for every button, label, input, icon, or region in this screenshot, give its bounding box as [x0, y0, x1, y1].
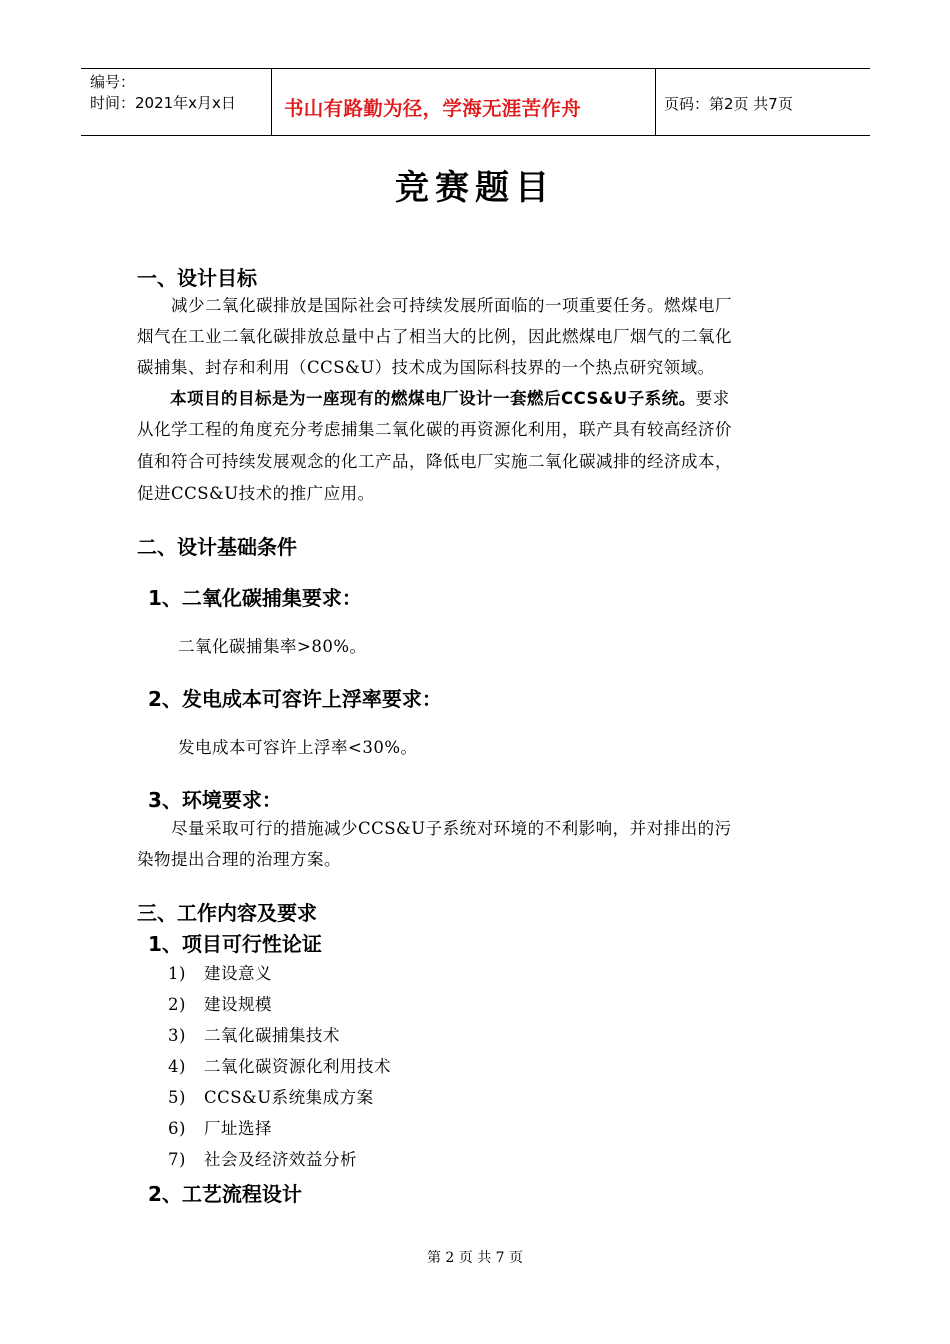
page-footer: 第 2 页 共 7 页 — [426, 1250, 524, 1266]
list-item-text: 厂址选择 — [204, 1119, 272, 1138]
list-item — [168, 1053, 391, 1077]
list-item-text: 建设规模 — [204, 995, 272, 1014]
list-item — [168, 1022, 340, 1046]
section1-para2-line2: 从化学工程的角度充分考虑捕集二氧化碳的再资源化利用，联产具有较高经济价 — [137, 420, 732, 439]
section1-para2-line4: 促进CCS&U技术的推广应用。 — [137, 484, 375, 503]
header-divider-right — [655, 68, 656, 135]
header-serial: 编号： — [90, 73, 136, 91]
section2-sub3-line1: 尽量采取可行的措施减少CCS&U子系统对环境的不利影响，并对排出的污 — [137, 819, 732, 838]
header-motto: 书山有路勤为径，学海无涯苦作舟 — [284, 97, 582, 120]
header-divider-left — [271, 68, 272, 135]
header-info — [90, 72, 236, 114]
list-item — [168, 991, 272, 1015]
section2-heading: 二、设计基础条件 — [137, 535, 297, 559]
header-time: 时间：2021年x月x日 — [90, 94, 236, 112]
list-item — [168, 1084, 374, 1108]
list-item-text: 二氧化碳资源化利用技术 — [204, 1057, 391, 1076]
section2-sub2: 2、发电成本可容许上浮率要求： — [148, 687, 442, 711]
section1-heading: 一、设计目标 — [137, 266, 257, 290]
header-page-number: 页码：第2页 共7页 — [664, 95, 793, 113]
list-item-text: CCS&U系统集成方案 — [204, 1088, 374, 1107]
list-item — [168, 1146, 357, 1170]
section1-para1-line2: 烟气在工业二氧化碳排放总量中占了相当大的比例，因此燃煤电厂烟气的二氧化 — [137, 327, 732, 346]
section1-para1-line1: 减少二氧化碳排放是国际社会可持续发展所面临的一项重要任务。燃煤电厂 — [137, 296, 732, 315]
list-item-number: 4) — [168, 1057, 186, 1076]
section1-para2-tail: 要求 — [695, 389, 730, 408]
section1-para2-line3: 值和符合可持续发展观念的化工产品，降低电厂实施二氧化碳减排的经济成本， — [137, 452, 732, 471]
list-item-text: 社会及经济效益分析 — [204, 1150, 357, 1169]
section1-para2-line1 — [170, 385, 730, 409]
section2-sub2-text: 发电成本可容许上浮率<30%。 — [178, 738, 418, 757]
header-top-rule — [81, 68, 870, 69]
section2-sub1: 1、二氧化碳捕集要求： — [148, 586, 362, 610]
list-item-number: 5) — [168, 1088, 186, 1107]
page-title: 竞赛题目 — [395, 168, 555, 208]
list-item-number: 1) — [168, 964, 186, 983]
list-item-number: 6) — [168, 1119, 186, 1138]
list-item-number: 7) — [168, 1150, 186, 1169]
section3-sub2: 2、工艺流程设计 — [148, 1182, 302, 1206]
section1-para2-bold: 本项目的目标是为一座现有的燃煤电厂设计一套燃后CCS&U子系统。 — [170, 389, 696, 408]
header-bottom-rule — [81, 135, 870, 136]
section2-sub1-text: 二氧化碳捕集率>80%。 — [178, 637, 367, 656]
list-item-number: 3) — [168, 1026, 186, 1045]
section2-sub3: 3、环境要求： — [148, 788, 282, 812]
section2-sub3-line2: 染物提出合理的治理方案。 — [137, 850, 341, 869]
list-item-text: 建设意义 — [204, 964, 272, 983]
section3-sub1: 1、项目可行性论证 — [148, 932, 322, 956]
section1-para1-line3: 碳捕集、封存和利用（CCS&U）技术成为国际科技界的一个热点研究领域。 — [137, 358, 715, 377]
list-item — [168, 1115, 272, 1139]
list-item — [168, 960, 272, 984]
section3-heading: 三、工作内容及要求 — [137, 901, 317, 925]
list-item-number: 2) — [168, 995, 186, 1014]
list-item-text: 二氧化碳捕集技术 — [204, 1026, 340, 1045]
